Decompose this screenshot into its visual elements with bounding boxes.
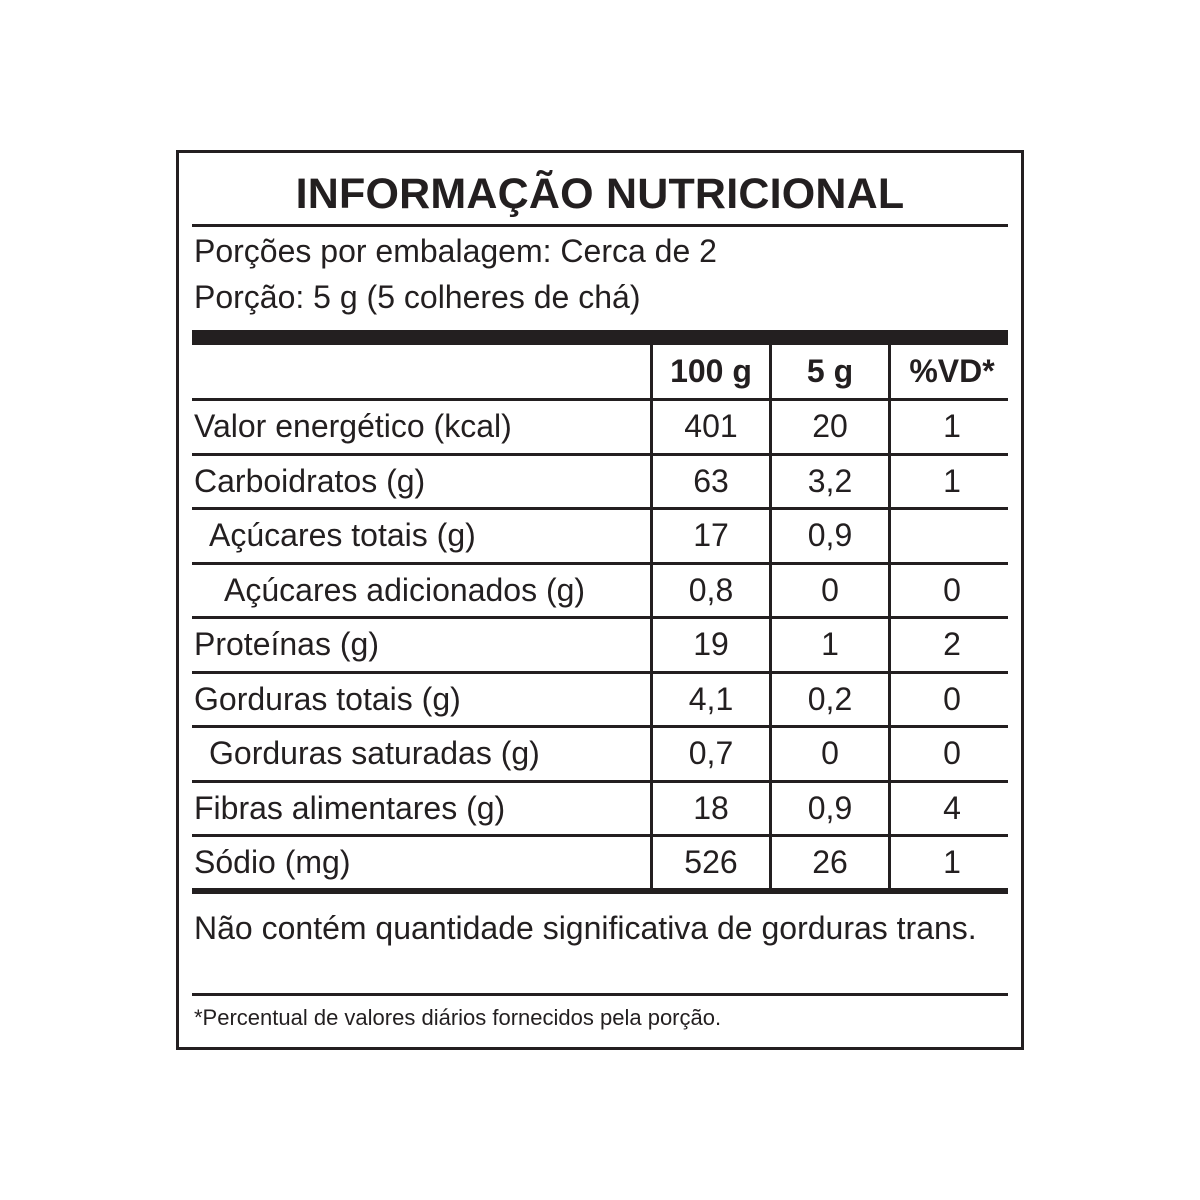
value-per-serving: 1 (769, 619, 888, 671)
value-per-100g: 17 (650, 510, 769, 562)
daily-value-percent: 0 (888, 728, 1013, 780)
table-header-row (192, 344, 1008, 401)
value-per-serving: 0 (769, 565, 888, 617)
nutrition-facts-label (176, 150, 1024, 1050)
table-row (192, 456, 1008, 511)
daily-value-percent: 1 (888, 401, 1013, 453)
table-row (192, 728, 1008, 783)
value-per-serving: 3,2 (769, 456, 888, 508)
value-per-serving: 0,9 (769, 510, 888, 562)
footnote: *Percentual de valores diários fornecidos pela porção. (194, 1005, 722, 1030)
value-per-serving: 20 (769, 401, 888, 453)
daily-value-percent: 0 (888, 565, 1013, 617)
value-per-serving: 0,2 (769, 674, 888, 726)
serving-size: Porção: 5 g (5 colheres de chá) (194, 279, 641, 315)
nutrient-name: Valor energético (kcal) (194, 408, 512, 445)
nutrient-name: Proteínas (g) (194, 626, 379, 663)
trans-fat-note: Não contém quantidade significativa de gorduras trans. (194, 910, 977, 946)
nutrient-name: Gorduras totais (g) (194, 680, 461, 717)
value-per-100g: 18 (650, 783, 769, 835)
value-per-serving: 26 (769, 837, 888, 888)
nutrient-name: Carboidratos (g) (194, 462, 426, 499)
servings-per-package: Porções por embalagem: Cerca de 2 (194, 233, 717, 269)
value-per-100g: 401 (650, 401, 769, 453)
nutrient-name: Açúcares totais (g) (209, 517, 476, 554)
header-daily-value: %VD* (888, 344, 1013, 398)
header-per-serving: 5 g (769, 344, 888, 398)
thick-divider (192, 330, 1008, 345)
table-row (192, 674, 1008, 729)
table-row (192, 783, 1008, 838)
value-per-serving: 0 (769, 728, 888, 780)
daily-value-percent (888, 510, 1013, 562)
value-per-100g: 0,8 (650, 565, 769, 617)
title-divider (192, 224, 1008, 227)
daily-value-percent: 0 (888, 674, 1013, 726)
table-row (192, 401, 1008, 456)
nutrient-name: Açúcares adicionados (g) (224, 571, 586, 608)
value-per-100g: 0,7 (650, 728, 769, 780)
table-row (192, 510, 1008, 565)
nutrient-name: Fibras alimentares (g) (194, 789, 506, 826)
table-row (192, 565, 1008, 620)
value-per-100g: 63 (650, 456, 769, 508)
nutrition-table (192, 344, 1008, 894)
table-row (192, 837, 1008, 894)
header-nutrient (194, 344, 648, 398)
daily-value-percent: 4 (888, 783, 1013, 835)
value-per-100g: 19 (650, 619, 769, 671)
header-per-100g: 100 g (650, 344, 769, 398)
nutrient-name: Sódio (mg) (194, 844, 351, 880)
daily-value-percent: 1 (888, 837, 1013, 888)
table-row (192, 619, 1008, 674)
daily-value-percent: 2 (888, 619, 1013, 671)
value-per-serving: 0,9 (769, 783, 888, 835)
value-per-100g: 4,1 (650, 674, 769, 726)
nutrient-name: Gorduras saturadas (g) (209, 735, 540, 772)
daily-value-percent: 1 (888, 456, 1013, 508)
label-title: INFORMAÇÃO NUTRICIONAL (295, 170, 905, 218)
value-per-100g: 526 (650, 837, 769, 888)
footnote-divider (192, 993, 1008, 996)
